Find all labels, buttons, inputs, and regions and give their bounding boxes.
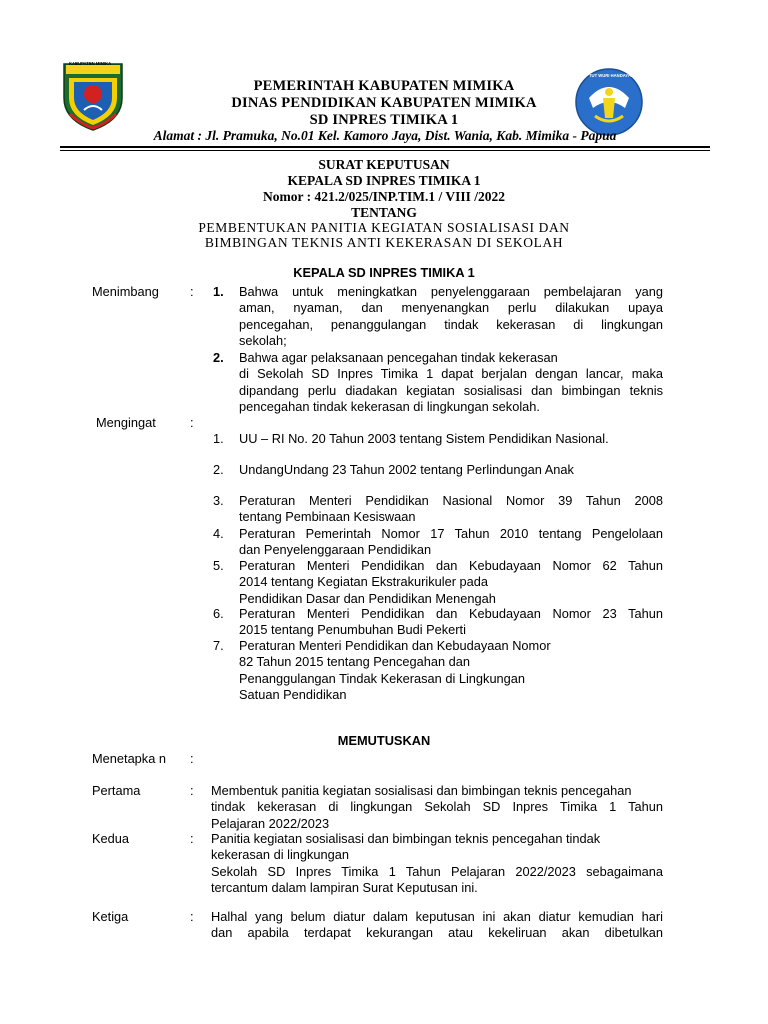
- left-logo-caption: KABUPATEN MIMIKA: [69, 61, 112, 66]
- decision-heading: MEMUTUSKAN: [337, 733, 431, 748]
- mengingat-item-number: 6.: [213, 606, 224, 621]
- mengingat-item-number: 7.: [213, 638, 224, 653]
- menimbang-item-number: 1.: [213, 284, 224, 299]
- mengingat-item-number: 4.: [213, 526, 224, 541]
- letterhead-department: DINAS PENDIDIKAN KABUPATEN MIMIKA: [231, 95, 537, 111]
- decision-kedua-text: Panitia kegiatan sosialisasi dan bimbingan teknis pencegahan tindak kekerasan di lingkungan Sekolah SD Inpres Timika 1 Tahun Pelajaran 2022/2023 sebagaimana tercantum dalam lampiran Surat Keputusan ini.: [211, 831, 663, 896]
- letterhead-rule-thin: [60, 150, 710, 151]
- decree-subject-line2: BIMBINGAN TEKNIS ANTI KEKERASAN DI SEKOLAH: [204, 235, 564, 250]
- mengingat-item-4: Peraturan Pemerintah Nomor 17 Tahun 2010 tentang Pengelolaan dan Penyelenggaraan Pendidikan: [239, 526, 663, 558]
- decree-number: Nomor : 421.2/025/INP.TIM.1 / VIII /2022: [262, 189, 506, 204]
- letterhead-government: PEMERINTAH KABUPATEN MIMIKA: [253, 78, 515, 94]
- mengingat-item-number: 3.: [213, 493, 224, 508]
- mengingat-item-7: Peraturan Menteri Pendidikan dan Kebudayaan Nomor 82 Tahun 2015 tentang Pencegahan dan Penanggulangan Tindak Kekerasan di Lingkungan Satuan Pendidikan: [239, 638, 551, 703]
- menetapkan-label: Menetapka n: [92, 751, 166, 766]
- decree-subject-label: TENTANG: [351, 205, 417, 220]
- mengingat-label: Mengingat: [96, 415, 156, 430]
- menimbang-item-2: Bahwa agar pelaksanaan pencegahan tindak kekerasan di Sekolah SD Inpres Timika 1 dapat berjalan dengan lancar, maka dipandang perlu diadakan kegiatan sosialisasi dan bimbingan teknis pencegahan tindak kekerasan di lingkungan sekolah.: [239, 350, 663, 415]
- decision-label-pertama: Pertama: [92, 783, 141, 798]
- menimbang-item-1: Bahwa untuk meningkatkan penyelenggaraan pembelajaran yang aman, nyaman, dan menyenangkan perlu dilakukan upaya pencegahan, penanggulangan tindak kekerasan di lingkungan sekolah;: [239, 284, 663, 349]
- menetapkan-colon: :: [190, 751, 194, 766]
- right-logo-caption: TUT WURI HANDAYANI: [589, 73, 635, 78]
- issuer-heading: KEPALA SD INPRES TIMIKA 1: [293, 265, 475, 280]
- menimbang-item-number: 2.: [213, 350, 224, 365]
- decree-subject-line1: PEMBENTUKAN PANITIA KEGIATAN SOSIALISASI DAN: [198, 220, 570, 235]
- menimbang-label: Menimbang: [92, 284, 159, 299]
- mengingat-item-number: 2.: [213, 462, 224, 477]
- letterhead-rule: [60, 146, 710, 148]
- decision-pertama-text: Membentuk panitia kegiatan sosialisasi dan bimbingan teknis pencegahan tindak kekerasan di lingkungan Sekolah SD Inpres Timika 1 Tahun Pelajaran 2022/2023: [211, 783, 663, 831]
- mengingat-item-5: Peraturan Menteri Pendidikan dan Kebudayaan Nomor 62 Tahun 2014 tentang Kegiatan Ekstrakurikuler pada Pendidikan Dasar dan Pendidikan Menengah: [239, 558, 663, 606]
- mengingat-item-number: 1.: [213, 431, 224, 446]
- menimbang-colon: :: [190, 284, 194, 299]
- letterhead-school: SD INPRES TIMIKA 1: [309, 112, 459, 128]
- decision-colon: :: [190, 783, 194, 798]
- mengingat-item-1: UU – RI No. 20 Tahun 2003 tentang Sistem Pendidikan Nasional.: [239, 431, 609, 446]
- mengingat-item-2: UndangUndang 23 Tahun 2002 tentang Perlindungan Anak: [239, 462, 574, 477]
- mengingat-item-6: Peraturan Menteri Pendidikan dan Kebudayaan Nomor 23 Tahun 2015 tentang Penumbuhan Budi Pekerti: [239, 606, 663, 638]
- decree-issuer: KEPALA SD INPRES TIMIKA 1: [287, 173, 481, 188]
- decision-ketiga-text: Halhal yang belum diatur dalam keputusan ini akan diatur kemudian hari dan apabila terdapat kekurangan atau kekeliruan akan dibetulkan: [211, 909, 663, 941]
- mengingat-colon: :: [190, 415, 194, 430]
- mengingat-item-3: Peraturan Menteri Pendidikan Nasional Nomor 39 Tahun 2008 tentang Pembinaan Kesiswaan: [239, 493, 663, 525]
- mengingat-item-number: 5.: [213, 558, 224, 573]
- decision-colon: :: [190, 909, 194, 924]
- letterhead-address: Alamat : Jl. Pramuka, No.01 Kel. Kamoro Jaya, Dist. Wania, Kab. Mimika - Papua: [153, 128, 617, 143]
- decree-title: SURAT KEPUTUSAN: [318, 157, 450, 172]
- decision-label-kedua: Kedua: [92, 831, 130, 846]
- decision-label-ketiga: Ketiga: [92, 909, 129, 924]
- decision-colon: :: [190, 831, 194, 846]
